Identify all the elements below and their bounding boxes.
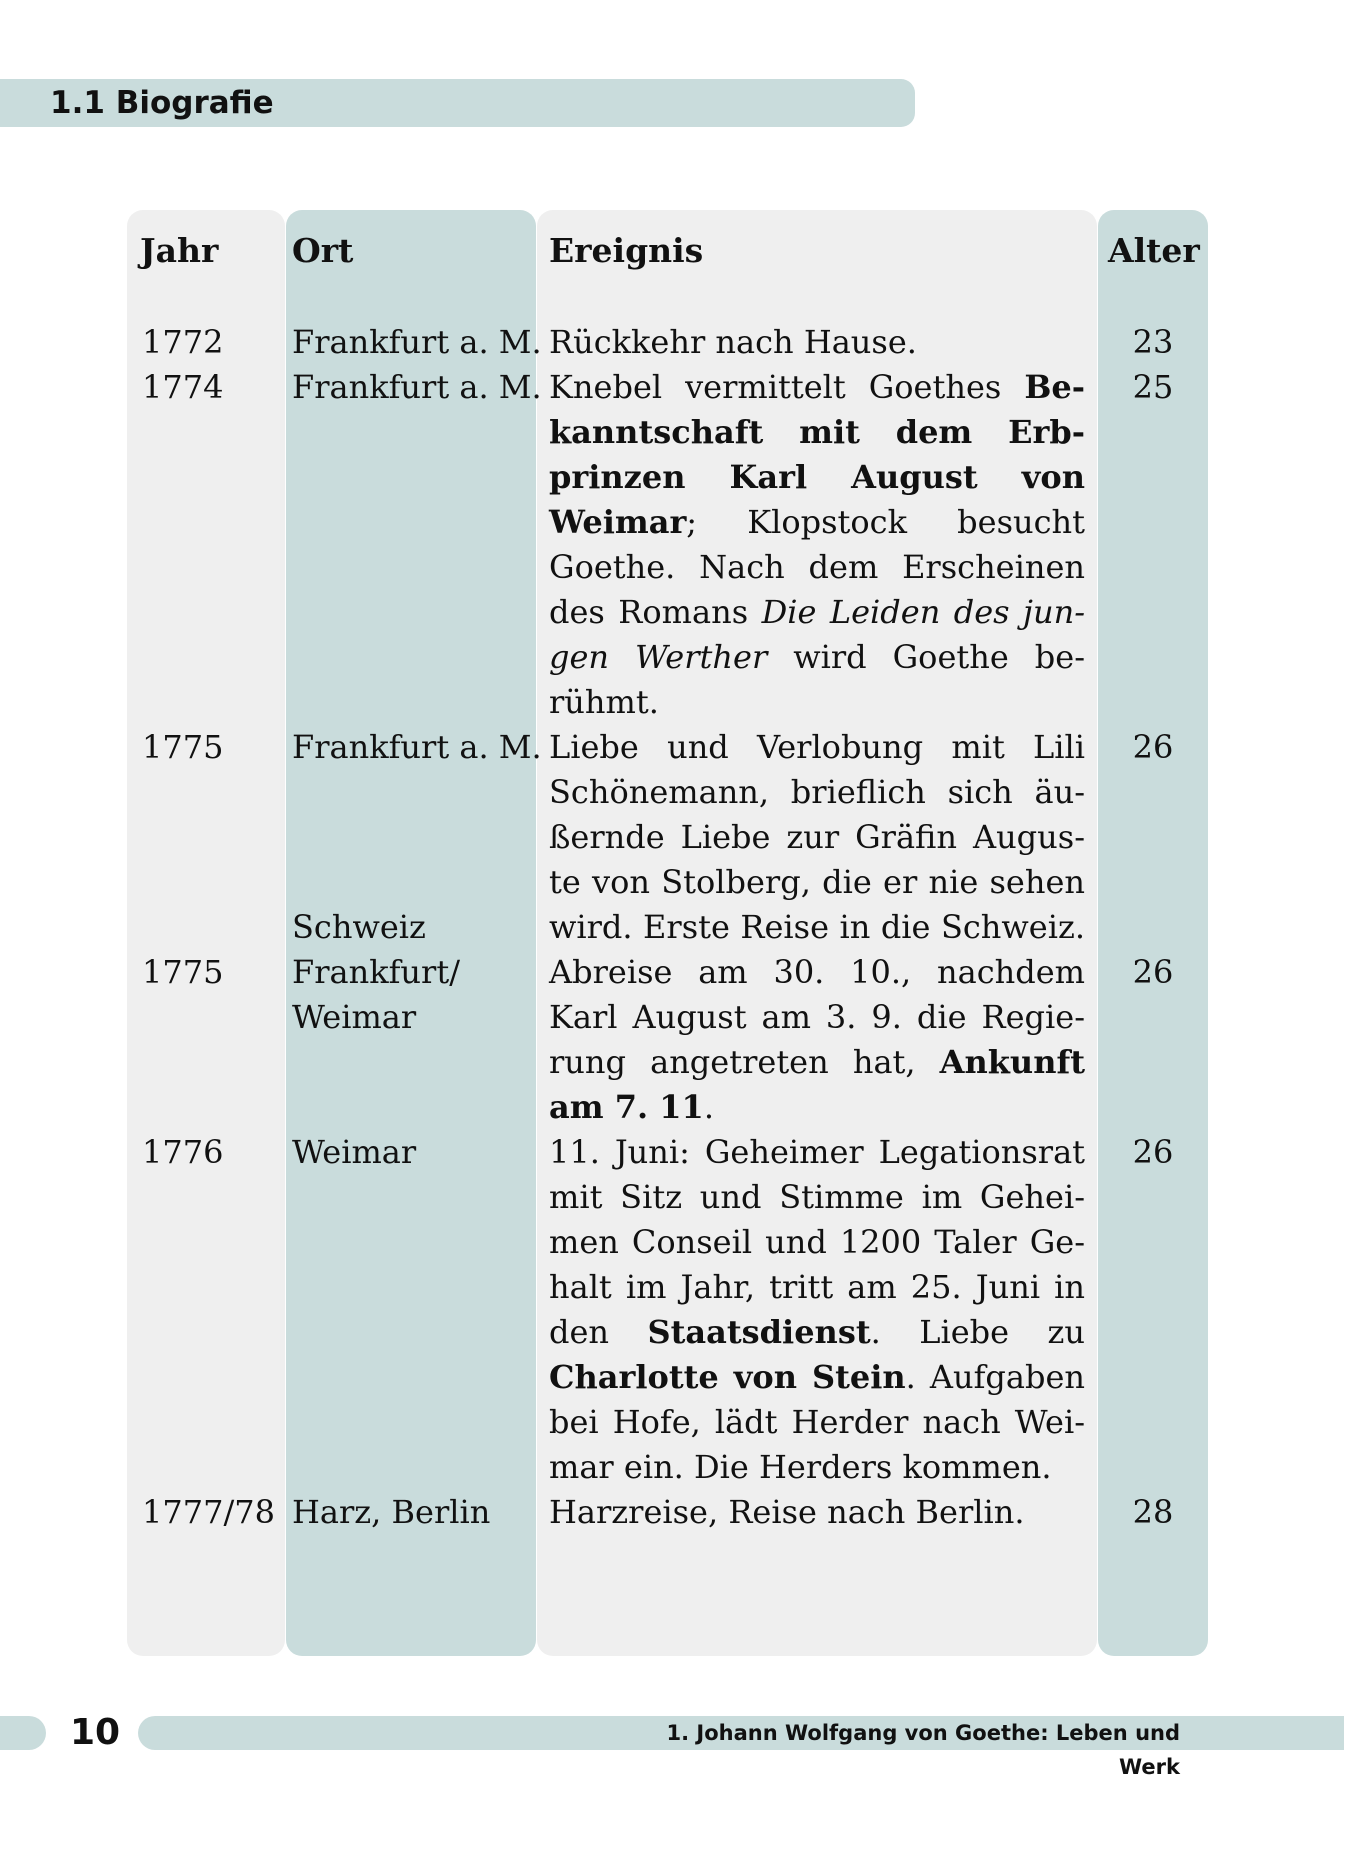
row-5-ort: Weimar [292,1133,417,1171]
row-1-ereignis: Rückkehr nach Hause. [549,323,917,361]
row-6-alter: 28 [1132,1493,1174,1531]
row-2-alter: 25 [1132,368,1174,406]
row-4-alter: 26 [1132,953,1174,991]
column-alter-background [1098,210,1208,1656]
row-4-jahr: 1775 [142,953,224,991]
row-1-ort: Frankfurt a. M. [292,323,542,361]
column-jahr-background [127,210,285,1656]
row-3-alter: 26 [1132,728,1174,766]
row-4-ort: Frankfurt/ Weimar [292,953,460,1036]
row-2-jahr: 1774 [142,368,224,406]
row-5-alter: 26 [1132,1133,1174,1171]
page-number: 10 [70,1712,121,1753]
footer-running-title: 1. Johann Wolfgang von Goethe: Leben und Werk [666,1721,1180,1779]
column-header-ereignis: Ereignis [549,231,704,270]
section-title: 1.1 Biografie [50,85,274,121]
row-5-ereignis: 11. Juni: Geheimer Legationsrat mit Sitz und Stimme im Gehei- men Conseil und 1200 Taler Ge- halt im Jahr, tritt am 25. Juni in den Staatsdienst. Liebe zu Charlotte von Stein. Aufgaben bei Hofe, lädt Herder nach Wei- mar ein. Die Herders kommen. [549,1133,1086,1486]
row-1-alter: 23 [1132,323,1174,361]
row-1-jahr: 1772 [142,323,224,361]
row-6-ort: Harz, Berlin [292,1493,491,1531]
row-2-ereignis: Knebel vermittelt Goethes Be- kanntschaft mit dem Erb- prinzen Karl August von Weimar; Klopstock besucht Goethe. Nach dem Erscheinen des Romans Die Leiden des jun- gen Werther wird Goethe be- rühmt. [549,368,1085,721]
footer-left-bar [0,1716,46,1750]
column-header-ort: Ort [292,231,354,270]
row-3-ereignis: Liebe und Verlobung mit Lili Schönemann, brieflich sich äu- ßernde Liebe zur Gräfin Augus- te von Stolberg, die er nie sehen wird. Erste Reise in die Schweiz. [549,728,1085,946]
row-5-jahr: 1776 [142,1133,224,1171]
row-6-ereignis: Harzreise, Reise nach Berlin. [549,1493,1025,1531]
column-header-alter: Alter [1108,231,1200,270]
row-6-jahr: 1777/78 [142,1493,275,1531]
row-3-ort: Frankfurt a. M. Schweiz [292,728,542,946]
column-header-jahr: Jahr [140,231,219,270]
row-3-jahr: 1775 [142,728,224,766]
row-2-ort: Frankfurt a. M. [292,368,542,406]
row-4-ereignis: Abreise am 30. 10., nachdem Karl August am 3. 9. die Regie- rung angetreten hat, Ankunft am 7. 11. [549,953,1085,1126]
